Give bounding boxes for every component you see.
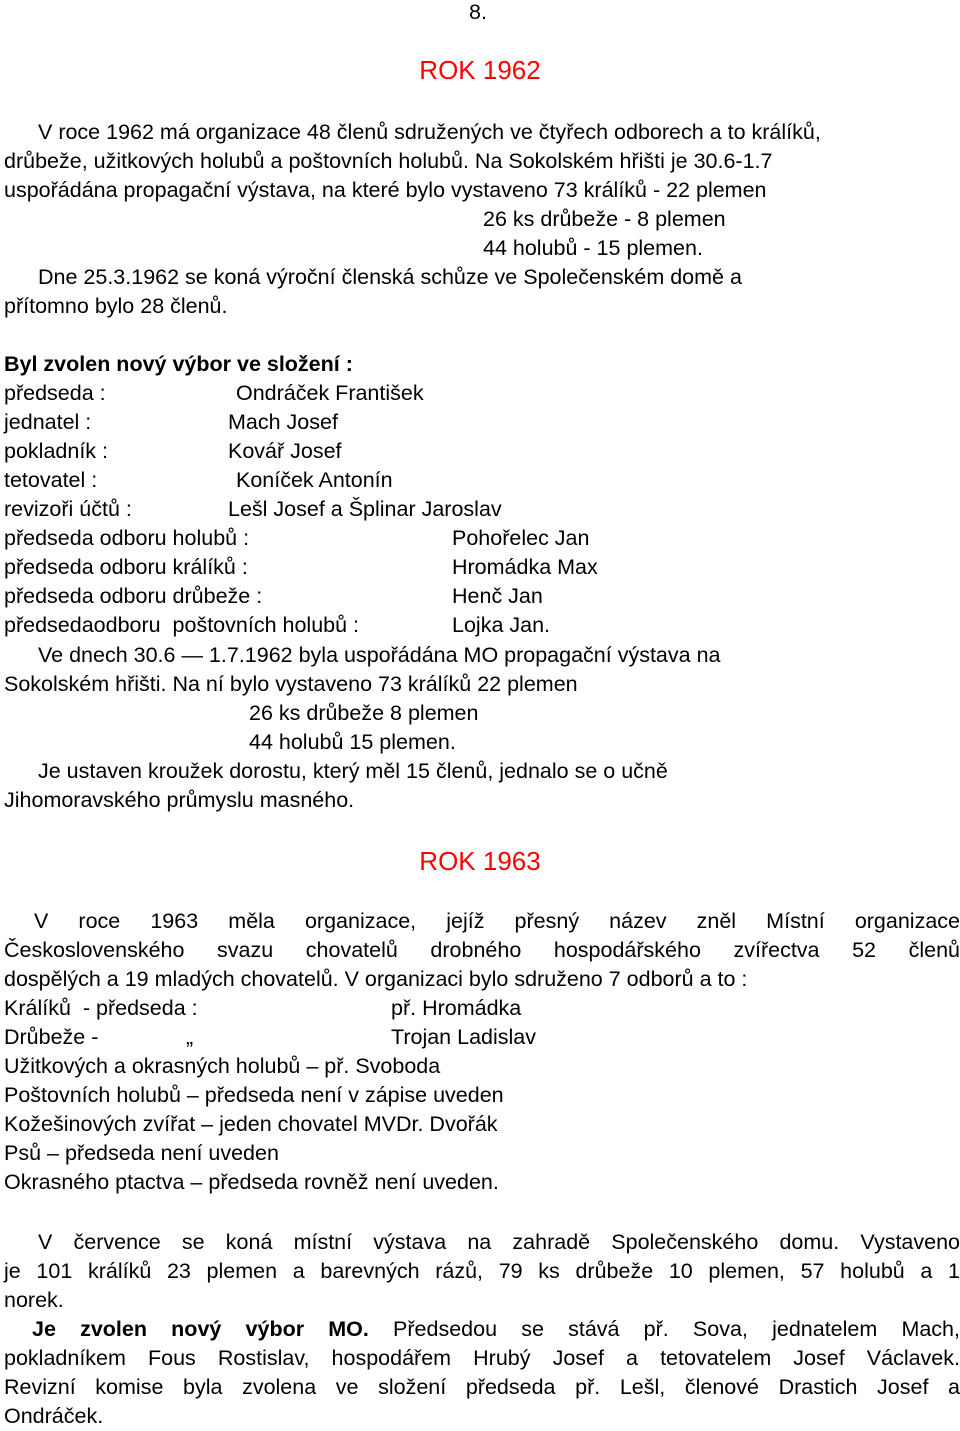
new-committee-text: Předsedou se stává př. Sova, jednatelem Mach, (393, 1317, 960, 1341)
text-line: Je ustaven kroužek dorostu, který měl 15 členů, jednalo se o učně (38, 759, 668, 783)
text-line: Užitkových a okrasných holubů – př. Svoboda (4, 1054, 441, 1078)
committee-role: pokladník : (4, 439, 108, 463)
branch-label: Drůbeže - (4, 1025, 99, 1049)
committee-role: tetovatel : (4, 468, 98, 492)
committee-role: předseda odboru drůbeže : (4, 584, 263, 608)
committee-role: předsedaodboru poštovních holubů : (4, 613, 360, 637)
text-line-justified: pokladníkem Fous Rostislav, hospodářem Hrubý Josef a tetovatelem Josef Václavek. (4, 1346, 960, 1370)
text-line: Jihomoravského průmyslu masného. (4, 788, 355, 812)
committee-name: Mach Josef (228, 410, 338, 434)
text-line: 44 holubů 15 plemen. (249, 730, 456, 754)
branch-value: Trojan Ladislav (391, 1025, 536, 1049)
text-line: Sokolském hřišti. Na ní bylo vystaveno 73 králíků 22 plemen (4, 672, 578, 696)
committee-role: předseda odboru holubů : (4, 526, 250, 550)
text-line-justified: V roce 1963 měla organizace, jejíž přesný název zněl Místní organizace (34, 909, 960, 933)
section-heading-1963: ROK 1963 (419, 846, 541, 876)
committee-heading: Byl zvolen nový výbor ve složení : (4, 352, 353, 376)
committee-name: Pohořelec Jan (452, 526, 590, 550)
page-number: 8. (469, 0, 487, 24)
committee-role: předseda odboru králíků : (4, 555, 248, 579)
section-heading-1962: ROK 1962 (419, 55, 541, 85)
text-line: drůbeže, užitkových holubů a poštovních holubů. Na Sokolském hřišti je 30.6-1.7 (4, 149, 773, 173)
text-line: Ondráček. (4, 1404, 104, 1428)
new-committee-bold: Je zvolen nový výbor MO. (32, 1317, 369, 1341)
text-line: Okrasného ptactva – předseda rovněž není uveden. (4, 1170, 499, 1194)
text-line-justified: Revizní komise byla zvolena ve složení předseda př. Lešl, členové Drastich Josef a (4, 1375, 960, 1399)
text-line: Poštovních holubů – předseda není v zápise uveden (4, 1083, 504, 1107)
committee-name: Lešl Josef a Šplinar Jaroslav (228, 497, 502, 521)
ditto-mark: „ (186, 1025, 194, 1049)
text-line-justified: je 101 králíků 23 plemen a barevných rázů, 79 ks drůbeže 10 plemen, 57 holubů a 1 (4, 1259, 960, 1283)
text-line-justified: Československého svazu chovatelů drobného hospodářského zvířectva 52 členů (4, 938, 960, 962)
text-line: Dne 25.3.1962 se koná výroční členská schůze ve Společenském domě a (38, 265, 742, 289)
branch-label: Králíků - předseda : (4, 996, 198, 1020)
text-line: norek. (4, 1288, 64, 1312)
text-line: přítomno bylo 28 členů. (4, 294, 228, 318)
text-line: 44 holubů - 15 plemen. (483, 236, 703, 260)
text-line: 26 ks drůbeže - 8 plemen (483, 207, 726, 231)
committee-role: revizoři účtů : (4, 497, 132, 521)
text-line: Kožešinových zvířat – jeden chovatel MVDr. Dvořák (4, 1112, 498, 1136)
text-line: uspořádána propagační výstava, na které bylo vystaveno 73 králíků - 22 plemen (4, 178, 767, 202)
text-line: V roce 1962 má organizace 48 členů sdružených ve čtyřech odborech a to králíků, (38, 120, 821, 144)
new-committee-line (32, 1315, 960, 1344)
text-line: Ve dnech 30.6 — 1.7.1962 byla uspořádána MO propagační výstava na (38, 643, 721, 667)
committee-name: Ondráček František (236, 381, 424, 405)
text-line: dospělých a 19 mladých chovatelů. V organizaci bylo sdruženo 7 odborů a to : (4, 967, 748, 991)
committee-role: předseda : (4, 381, 106, 405)
committee-name: Hromádka Max (452, 555, 598, 579)
branch-value: př. Hromádka (391, 996, 522, 1020)
committee-name: Koníček Antonín (236, 468, 393, 492)
committee-name: Kovář Josef (228, 439, 342, 463)
text-line: 26 ks drůbeže 8 plemen (249, 701, 479, 725)
text-line: Psů – předseda není uveden (4, 1141, 279, 1165)
committee-name: Lojka Jan. (452, 613, 551, 637)
committee-role: jednatel : (4, 410, 92, 434)
committee-name: Henč Jan (452, 584, 543, 608)
text-line-justified: V července se koná místní výstava na zahradě Společenského domu. Vystaveno (38, 1230, 960, 1254)
